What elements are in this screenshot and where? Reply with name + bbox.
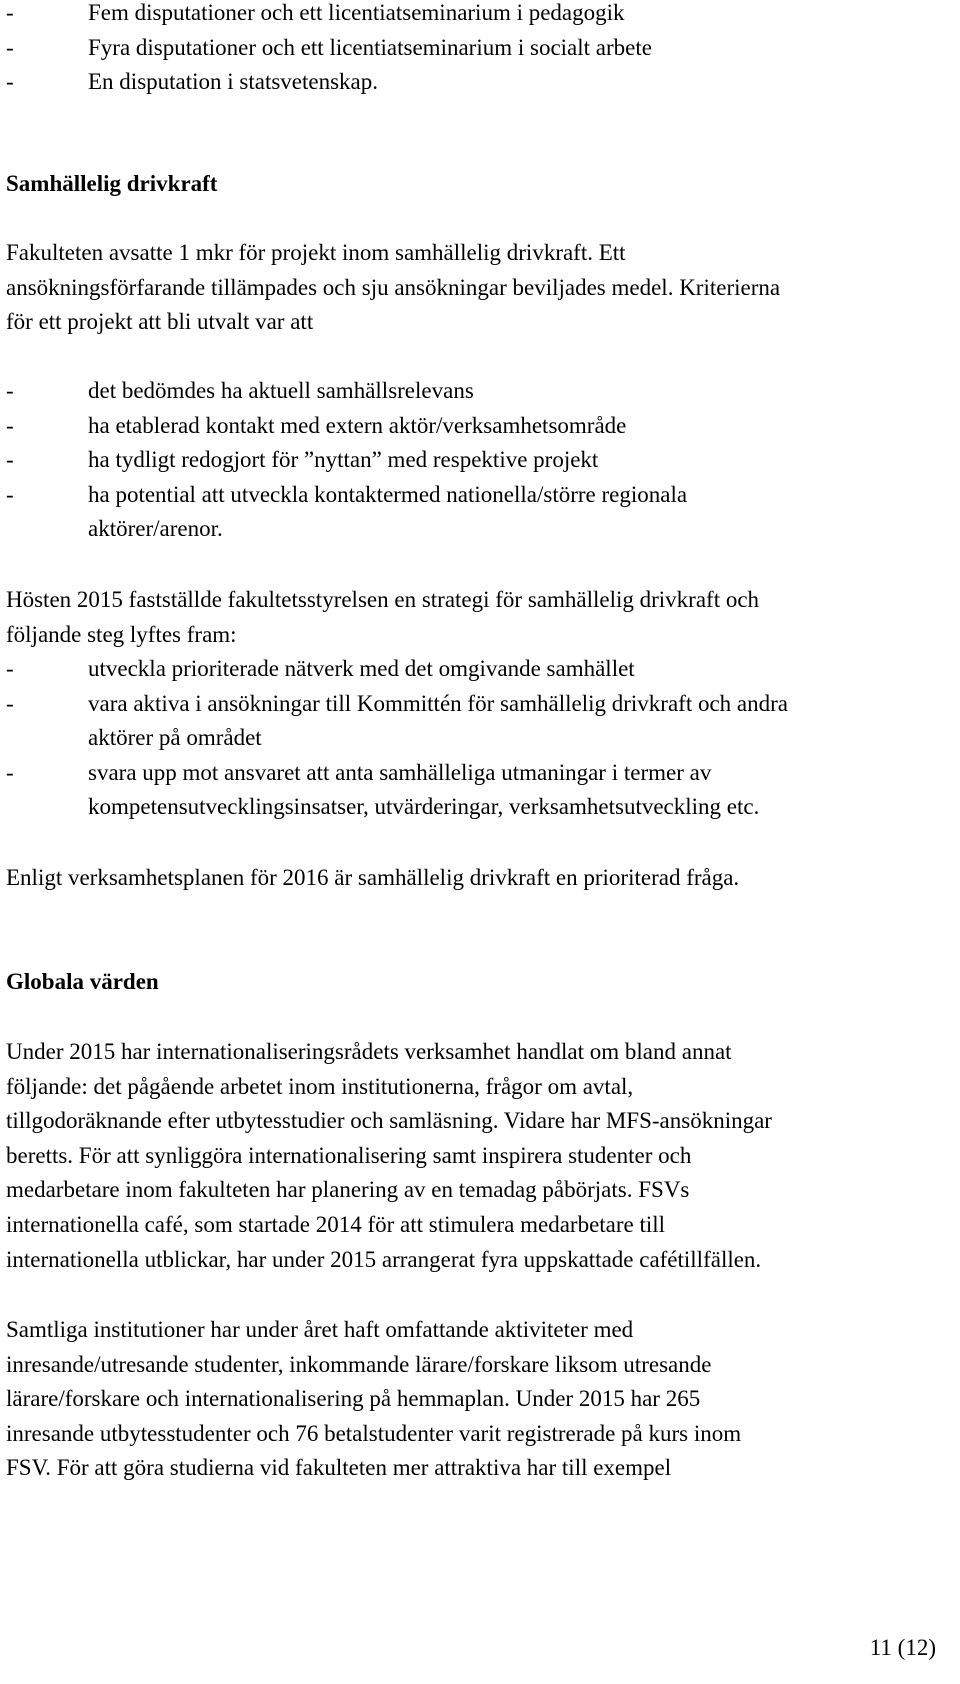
list-item: - ha tydligt redogjort för ”nyttan” med respektive projekt (6, 447, 599, 473)
page-number: 11 (12) (869, 1635, 936, 1660)
list-item: - Fyra disputationer och ett licentiatseminarium i socialt arbete (6, 34, 652, 60)
list-item-continuation: aktörer/arenor. (88, 516, 223, 542)
criteria-list (6, 374, 930, 547)
doctoral-list (6, 0, 930, 100)
list-item: - svara upp mot ansvaret att anta samhälleliga utmaningar i termer av (6, 759, 712, 785)
list-item-continuation: aktörer på området (88, 725, 262, 751)
list-item: - ha etablerad kontakt med extern aktör/verksamhetsområde (6, 412, 627, 438)
strategy-paragraph: Hösten 2015 fastställde fakultetsstyrelsen en strategi för samhällelig drivkraft och följande steg lyftes fram: (6, 587, 760, 647)
list-item: - ha potential att utveckla kontaktermed nationella/större regionala (6, 481, 688, 507)
list-item: - Fem disputationer och ett licentiatseminarium i pedagogik (6, 0, 625, 25)
strategy-steps-list (6, 652, 930, 825)
list-item: - vara aktiva i ansökningar till Kommittén för samhällelig drivkraft och andra (6, 690, 789, 716)
closing-sentence: Enligt verksamhetsplanen för 2016 är samhällelig drivkraft en prioriterad fråga. (6, 865, 740, 890)
globala-paragraph-2: Samtliga institutioner har under året haft omfattande aktiviteter med inresande/utresande studenter, inkommande lärare/forskare liksom utresande lärare/forskare och internationalisering på hemmaplan. Under 2015 har 265 inresande utbytesstudenter och 76 betalstudenter varit registrerade på kurs inom FSV. För att göra studierna vid fakulteten mer attraktiva har till exempel (6, 1317, 742, 1481)
section-heading-samhallelig-drivkraft: Samhällelig drivkraft (6, 171, 218, 196)
list-item: - det bedömdes ha aktuell samhällsrelevans (6, 378, 474, 403)
list-item-continuation: kompetensutvecklingsinsatser, utvärderingar, verksamhetsutveckling etc. (88, 794, 760, 820)
list-item: - utveckla prioriterade nätverk med det omgivande samhället (6, 656, 635, 681)
globala-paragraph-1: Under 2015 har internationaliseringsrådets verksamhet handlat om bland annat följande: det pågående arbetet inom institutionerna, frågor om avtal, tillgodoräknande efter utbytesstudier och samläsning. Vidare har MFS-ansökningar beretts. För att synliggöra internationalisering samt inspirera studenter och medarbetare inom fakulteten har planering av en temadag påbörjats. FSVs internationella café, som startade 2014 för att stimulera medarbetare till internationella utblickar, har under 2015 arrangerat fyra uppskattade cafétillfällen. (6, 1039, 772, 1272)
section-heading-globala-varden: Globala värden (6, 969, 159, 994)
list-item: - En disputation i statsvetenskap. (6, 69, 379, 95)
intro-paragraph: Fakulteten avsatte 1 mkr för projekt inom samhällelig drivkraft. Ett ansökningsförfarande tillämpades och sju ansökningar beviljades medel. Kriterierna för ett projekt att bli utvalt var att (6, 240, 781, 335)
